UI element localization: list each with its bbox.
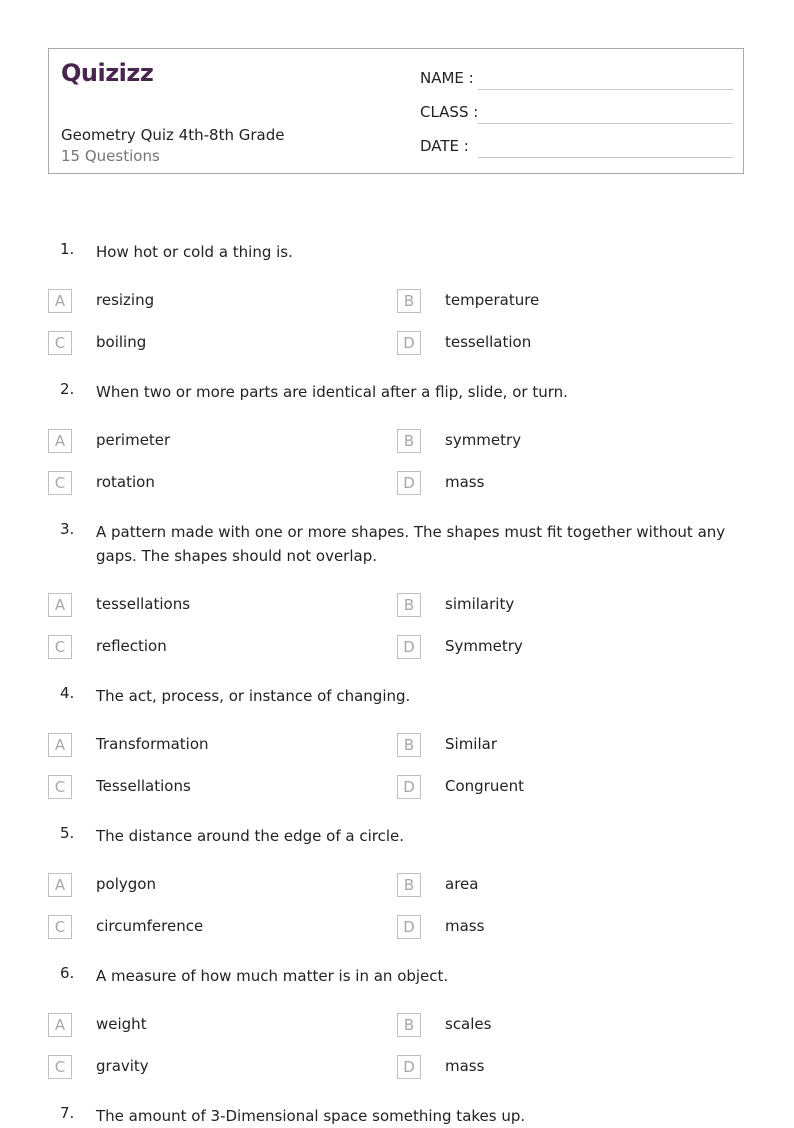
question-text: A pattern made with one or more shapes. The shapes must fit together without any gaps. The shapes should not overlap. <box>96 523 726 565</box>
option-letter-box: B <box>397 289 421 313</box>
option-letter-box: D <box>397 471 421 495</box>
question-count: 15 Questions <box>61 147 160 165</box>
date-line[interactable] <box>478 157 733 158</box>
option-text: boiling <box>96 333 147 351</box>
option-text: Tessellations <box>96 777 191 795</box>
option-letter-box: A <box>48 429 72 453</box>
class-line[interactable] <box>478 123 733 124</box>
question-text: A measure of how much matter is in an object. <box>96 967 449 985</box>
option-letter-box: D <box>397 915 421 939</box>
option-text: scales <box>445 1015 492 1033</box>
worksheet-header <box>48 48 744 174</box>
option-letter-box: A <box>48 289 72 313</box>
option-letter-box: B <box>397 593 421 617</box>
option-text: tessellations <box>96 595 191 613</box>
option-letter-box: A <box>48 1013 72 1037</box>
question-number: 6. <box>60 964 75 982</box>
option-text: tessellation <box>445 333 532 351</box>
question-number: 2. <box>60 380 75 398</box>
option-letter-box: D <box>397 635 421 659</box>
date-label: DATE : <box>420 137 469 155</box>
question-text: The distance around the edge of a circle. <box>96 827 405 845</box>
option-text: Symmetry <box>445 637 523 655</box>
option-letter-box: A <box>48 733 72 757</box>
question-number: 3. <box>60 520 75 538</box>
option-text: rotation <box>96 473 155 491</box>
name-line[interactable] <box>478 89 733 90</box>
question-text: The amount of 3-Dimensional space something takes up. <box>96 1107 526 1125</box>
option-text: mass <box>445 473 485 491</box>
option-text: mass <box>445 1057 485 1075</box>
option-text: circumference <box>96 917 204 935</box>
option-letter-box: C <box>48 1055 72 1079</box>
option-text: Congruent <box>445 777 524 795</box>
option-text: area <box>445 875 479 893</box>
option-letter-box: A <box>48 593 72 617</box>
option-letter-box: C <box>48 331 72 355</box>
class-label: CLASS : <box>420 103 479 121</box>
option-letter-box: B <box>397 873 421 897</box>
option-letter-box: C <box>48 915 72 939</box>
option-text: Similar <box>445 735 497 753</box>
question-number: 4. <box>60 684 75 702</box>
option-text: polygon <box>96 875 156 893</box>
option-letter-box: B <box>397 733 421 757</box>
option-text: Transformation <box>96 735 209 753</box>
option-text: similarity <box>445 595 515 613</box>
question-text: How hot or cold a thing is. <box>96 243 293 261</box>
option-text: reflection <box>96 637 167 655</box>
option-letter-box: C <box>48 775 72 799</box>
quiz-title: Geometry Quiz 4th-8th Grade <box>61 126 285 144</box>
question-number: 5. <box>60 824 75 842</box>
option-text: temperature <box>445 291 540 309</box>
quizizz-logo: Quizizz <box>61 59 154 87</box>
option-letter-box: A <box>48 873 72 897</box>
option-text: symmetry <box>445 431 522 449</box>
option-letter-box: B <box>397 1013 421 1037</box>
name-label: NAME : <box>420 69 474 87</box>
option-letter-box: C <box>48 635 72 659</box>
option-letter-box: C <box>48 471 72 495</box>
option-text: gravity <box>96 1057 149 1075</box>
option-text: weight <box>96 1015 147 1033</box>
option-letter-box: D <box>397 331 421 355</box>
option-text: perimeter <box>96 431 171 449</box>
question-number: 7. <box>60 1104 75 1122</box>
option-letter-box: D <box>397 1055 421 1079</box>
option-letter-box: B <box>397 429 421 453</box>
question-text: When two or more parts are identical after a flip, slide, or turn. <box>96 383 568 401</box>
question-text: The act, process, or instance of changing. <box>96 687 411 705</box>
option-letter-box: D <box>397 775 421 799</box>
option-text: resizing <box>96 291 155 309</box>
option-text: mass <box>445 917 485 935</box>
question-number: 1. <box>60 240 75 258</box>
